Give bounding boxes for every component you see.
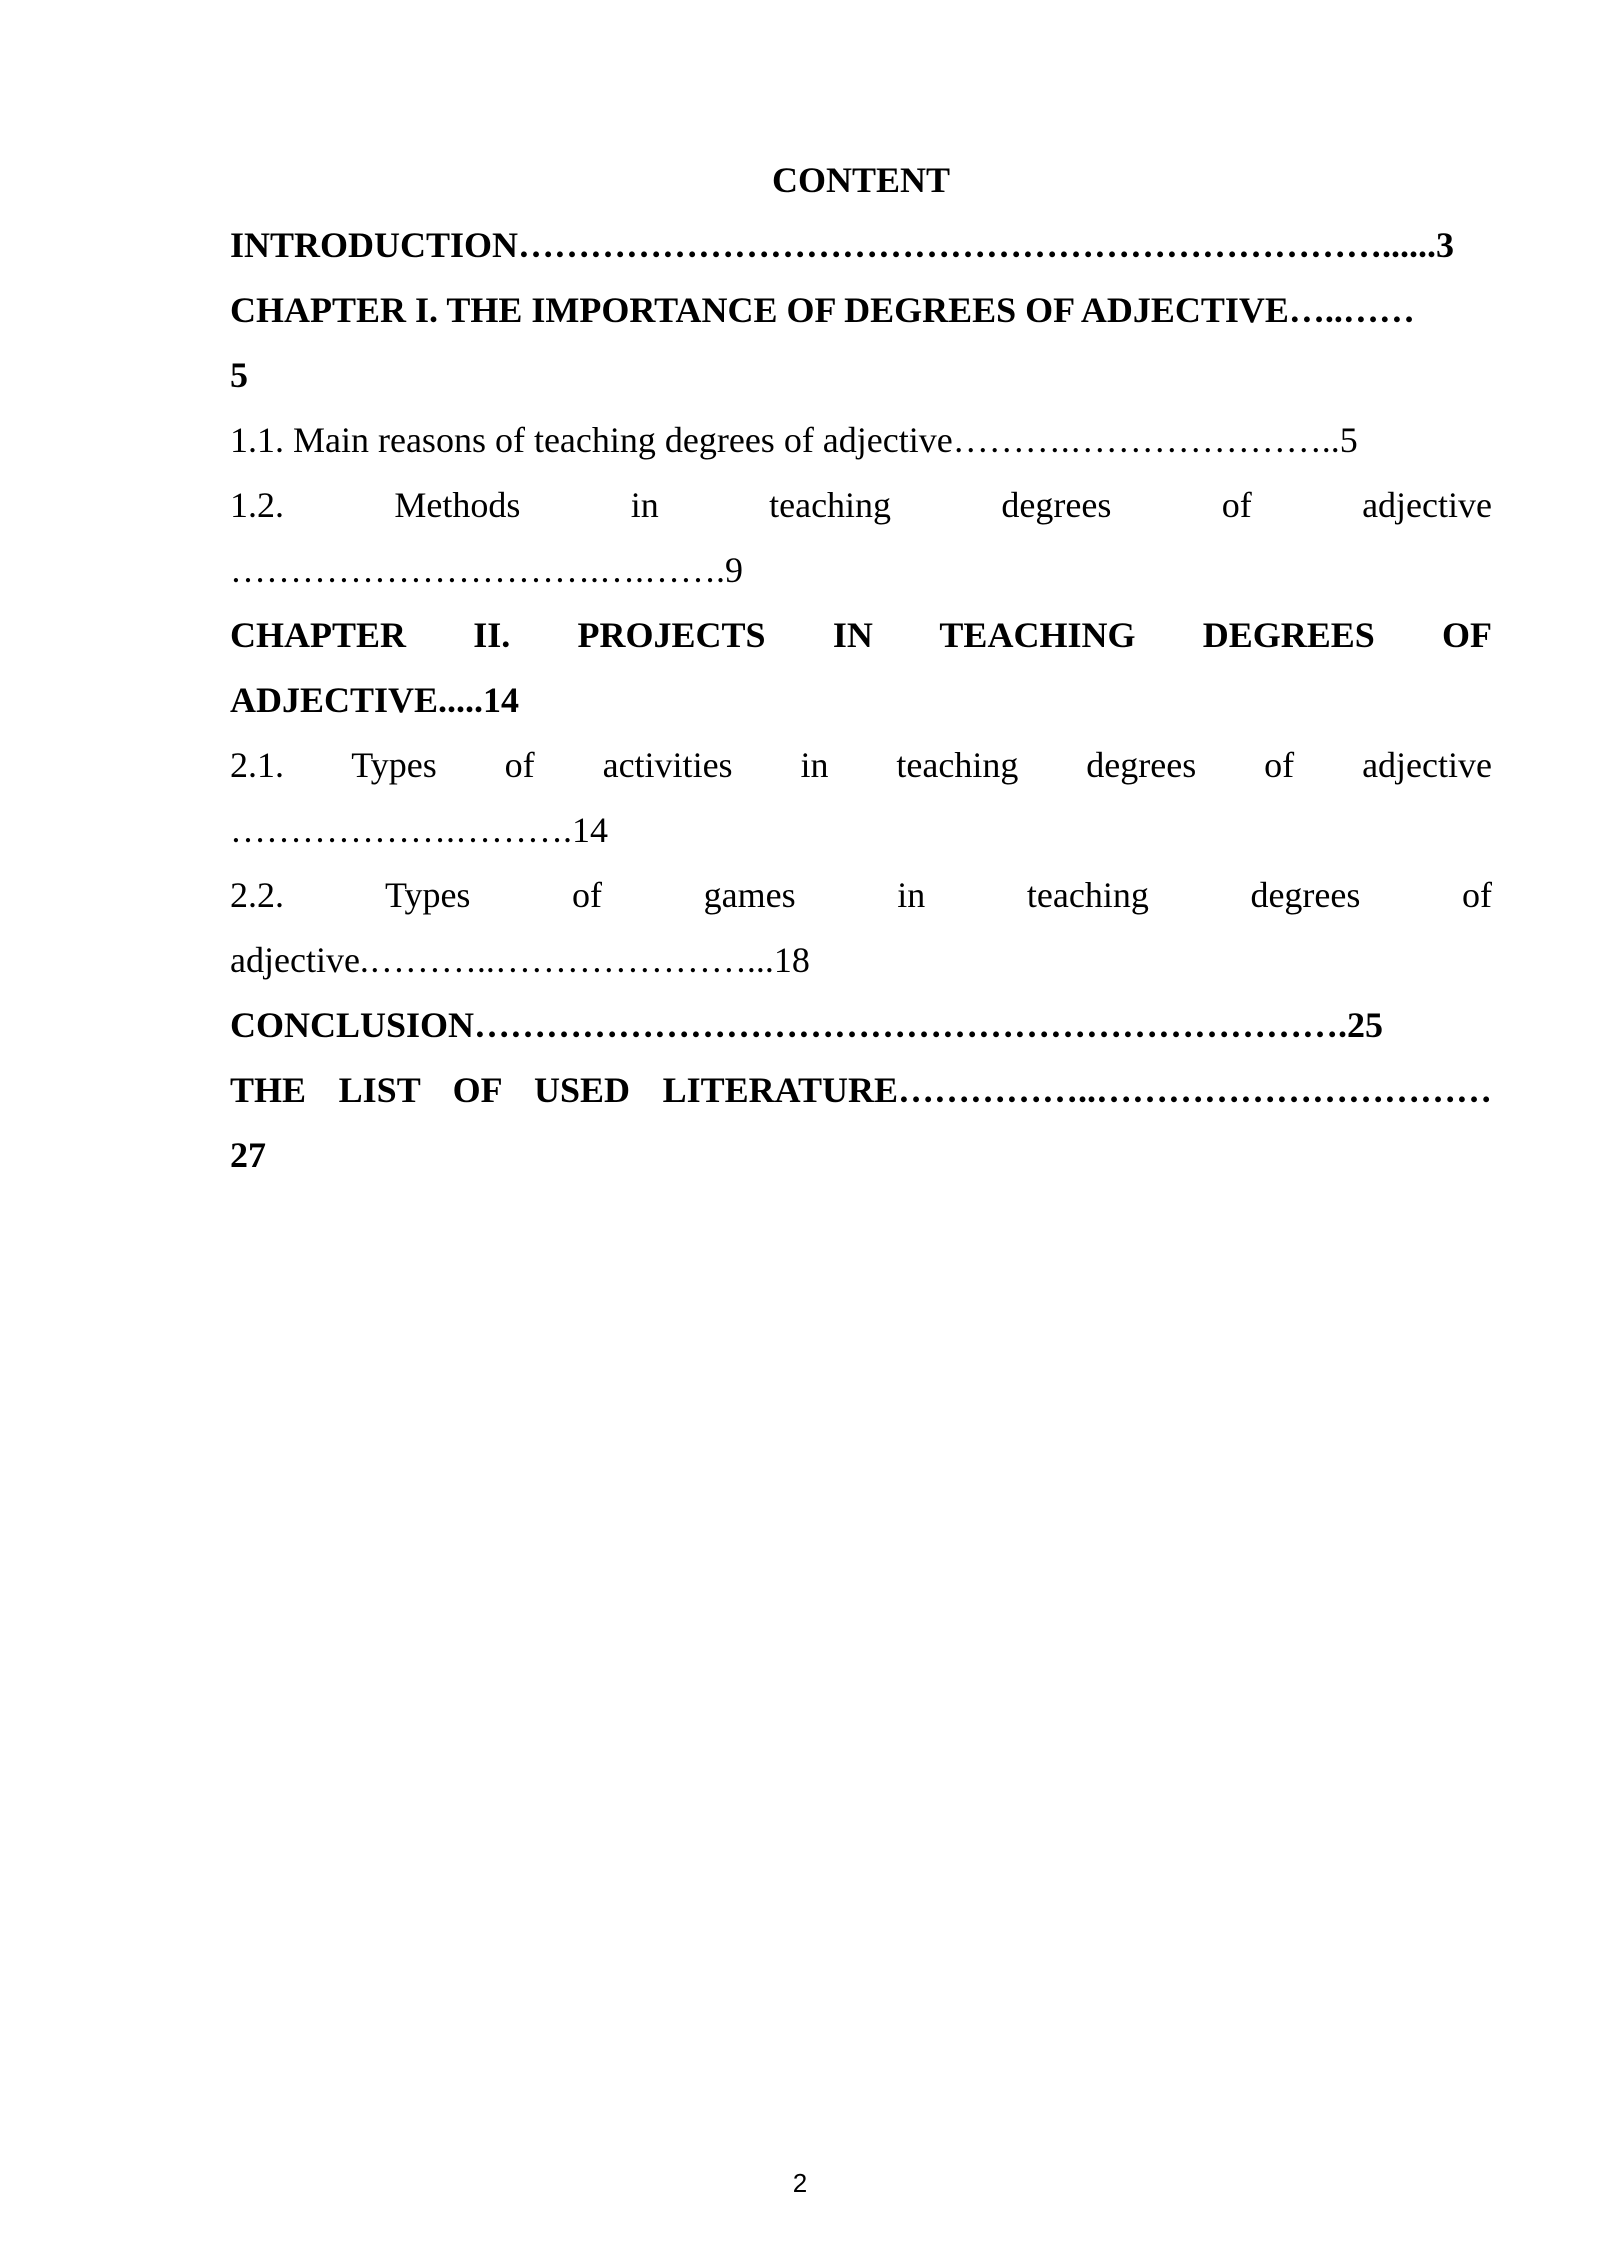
toc-entry-1-1: 1.1. Main reasons of teaching degrees of adjective……….…………………..5	[230, 420, 1358, 460]
toc-entry-1-2: 1.2. Methods in teaching degrees of adjective	[230, 485, 1492, 525]
toc-entry-chapter-1-page: 5	[230, 355, 248, 395]
toc-entry-chapter-2: CHAPTER II. PROJECTS IN TEACHING DEGREES OF	[230, 615, 1492, 655]
toc-entry-conclusion: CONCLUSION……………………………………………………………….25	[230, 1005, 1384, 1045]
toc-heading: CONTENT	[771, 160, 951, 200]
toc-entry-2-2: 2.2. Types of games in teaching degrees of	[230, 875, 1492, 915]
toc-entry-1-2-page: ………………………….….…….9	[230, 550, 743, 590]
toc-entry-chapter-1: CHAPTER I. THE IMPORTANCE OF DEGREES OF ADJECTIVE…..……	[230, 290, 1415, 330]
toc-entry-chapter-2-cont: ADJECTIVE.....14	[230, 680, 520, 720]
toc-entry-2-1-page: ……………….……….14	[230, 810, 608, 850]
page-number: 2	[792, 2168, 808, 2198]
toc-entry-introduction: INTRODUCTION………………………………………………………………......3	[230, 225, 1455, 265]
toc-entry-2-2-cont: adjective.………..…………………...18	[230, 940, 810, 980]
toc-entry-2-1: 2.1. Types of activities in teaching degrees of adjective	[230, 745, 1492, 785]
toc-entry-literature-page: 27	[230, 1135, 266, 1175]
toc-entry-literature: THE LIST OF USED LITERATURE……………..……………………………	[230, 1070, 1492, 1110]
table-of-contents	[230, 148, 1492, 1188]
